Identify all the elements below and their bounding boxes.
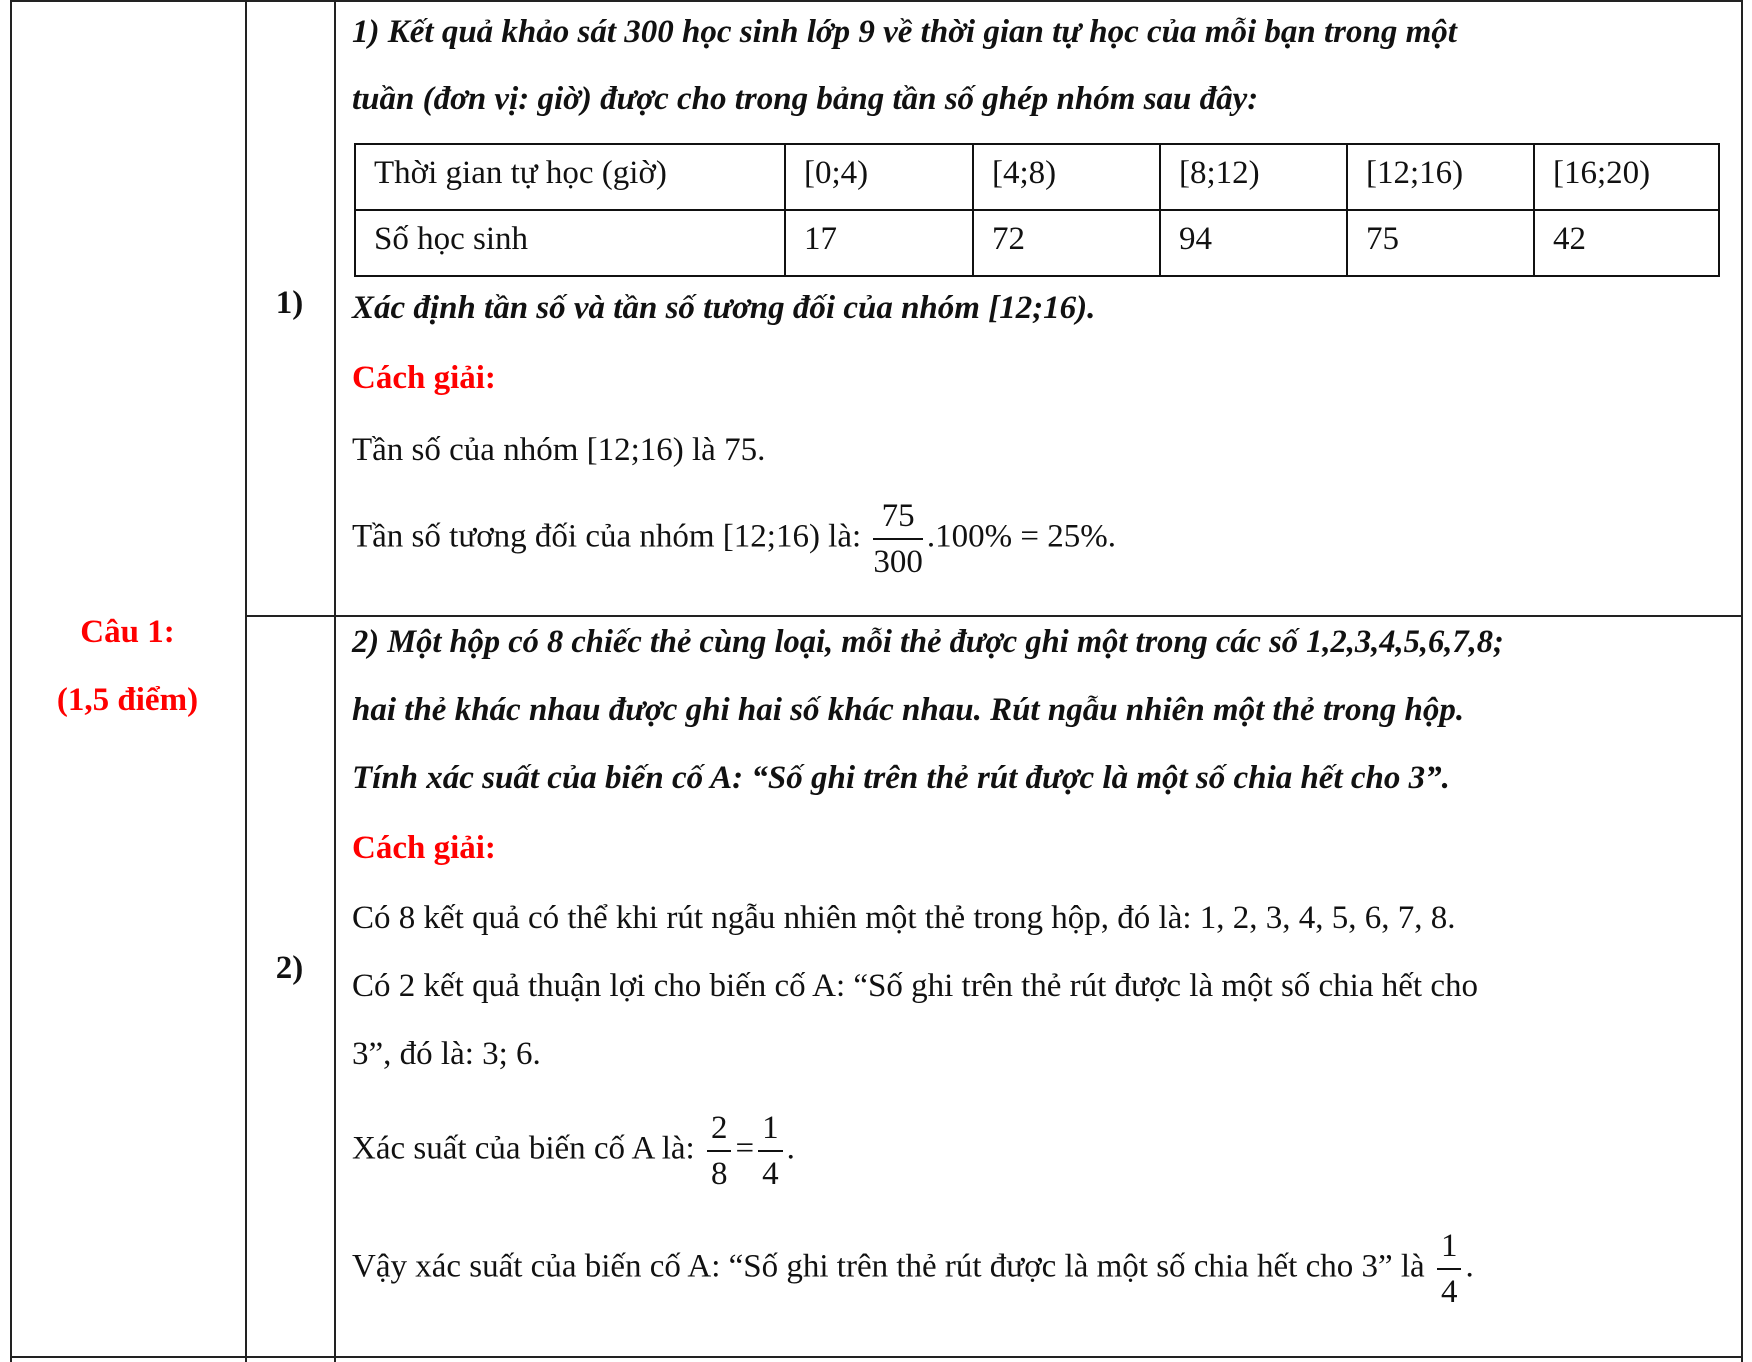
part1-solution-line2-prefix: Tần số tương đối của nhóm [12;16) là: (352, 518, 862, 555)
table-border-bottom (10, 1356, 1743, 1358)
table-row (355, 144, 1719, 210)
part1-question-line1: 1) Kết quả khảo sát 300 học sinh lớp 9 về thời gian tự học của mỗi bạn trong một (352, 14, 1457, 50)
table-cell: 17 (785, 210, 973, 276)
period: . (786, 1130, 795, 1167)
fraction-denominator: 8 (710, 1156, 728, 1192)
part2-solution-line2: Có 2 kết quả thuận lợi cho biến cố A: “Số ghi trên thẻ rút được là một số chia hết cho (352, 968, 1478, 1004)
fraction-numerator: 1 (1437, 1226, 1462, 1270)
fraction-denominator: 300 (873, 544, 923, 580)
table-border-top (10, 0, 1743, 2)
fraction (707, 1108, 732, 1194)
table-header-cell: [16;20) (1534, 144, 1719, 210)
part1-solution-line2 (352, 496, 1116, 582)
row-divider (245, 615, 1743, 617)
table-divider-col1 (245, 0, 247, 1362)
part1-question-line2: tuần (đơn vị: giờ) được cho trong bảng tần số ghép nhóm sau đây: (352, 81, 1259, 117)
part2-solution-line5-prefix: Vậy xác suất của biến cố A: “Số ghi trên thẻ rút được là một số chia hết cho 3” là (352, 1248, 1425, 1285)
fraction-denominator: 4 (1440, 1274, 1458, 1310)
fraction-numerator: 1 (758, 1108, 783, 1152)
table-border-right (1741, 0, 1743, 1362)
part2-question-line2: hai thẻ khác nhau được ghi hai số khác nhau. Rút ngẫu nhiên một thẻ trong hộp. (352, 692, 1465, 728)
table-cell: 42 (1534, 210, 1719, 276)
question-points: (1,5 điểm) (56, 682, 199, 718)
part1-label: 1) (275, 285, 304, 321)
part2-solution-line4 (352, 1108, 795, 1194)
part2-solution-line5 (352, 1226, 1474, 1312)
table-cell: 75 (1347, 210, 1534, 276)
table-header-cell: [12;16) (1347, 144, 1534, 210)
part1-solution-heading: Cách giải: (352, 360, 496, 396)
part2-solution-heading: Cách giải: (352, 830, 496, 866)
table-border-left (10, 0, 12, 1362)
part2-solution-line4-prefix: Xác suất của biến cố A là: (352, 1130, 695, 1167)
table-header-cell: [4;8) (973, 144, 1160, 210)
part2-solution-line1: Có 8 kết quả có thể khi rút ngẫu nhiên một thẻ trong hộp, đó là: 1, 2, 3, 4, 5, 6, 7, 8. (352, 900, 1456, 936)
question-title: Câu 1: (80, 614, 175, 650)
table-header-cell: [8;12) (1160, 144, 1347, 210)
part1-solution-line1: Tần số của nhóm [12;16) là 75. (352, 432, 766, 468)
fraction (1437, 1226, 1462, 1312)
table-cell: Số học sinh (355, 210, 785, 276)
part1-task: Xác định tần số và tần số tương đối của nhóm [12;16). (352, 290, 1096, 326)
equals-sign: = (735, 1130, 755, 1167)
fraction (758, 1108, 783, 1194)
frequency-table (354, 143, 1720, 277)
table-row (355, 210, 1719, 276)
table-cell: 72 (973, 210, 1160, 276)
table-cell: 94 (1160, 210, 1347, 276)
table-header-cell: [0;4) (785, 144, 973, 210)
fraction-numerator: 2 (707, 1108, 732, 1152)
fraction-numerator: 75 (873, 496, 923, 540)
table-header-cell: Thời gian tự học (giờ) (355, 144, 785, 210)
part2-solution-line3: 3”, đó là: 3; 6. (352, 1036, 541, 1072)
table-divider-col2 (334, 0, 336, 1362)
part2-question-line3: Tính xác suất của biến cố A: “Số ghi trên thẻ rút được là một số chia hết cho 3”. (352, 760, 1450, 796)
period: . (1465, 1248, 1474, 1285)
part2-question-line1: 2) Một hộp có 8 chiếc thẻ cùng loại, mỗi thẻ được ghi một trong các số 1,2,3,4,5,6,7,8; (352, 624, 1504, 660)
part1-solution-line2-suffix: .100% = 25%. (926, 518, 1117, 555)
fraction-denominator: 4 (762, 1156, 779, 1192)
part2-label: 2) (275, 950, 304, 986)
fraction (873, 496, 923, 582)
